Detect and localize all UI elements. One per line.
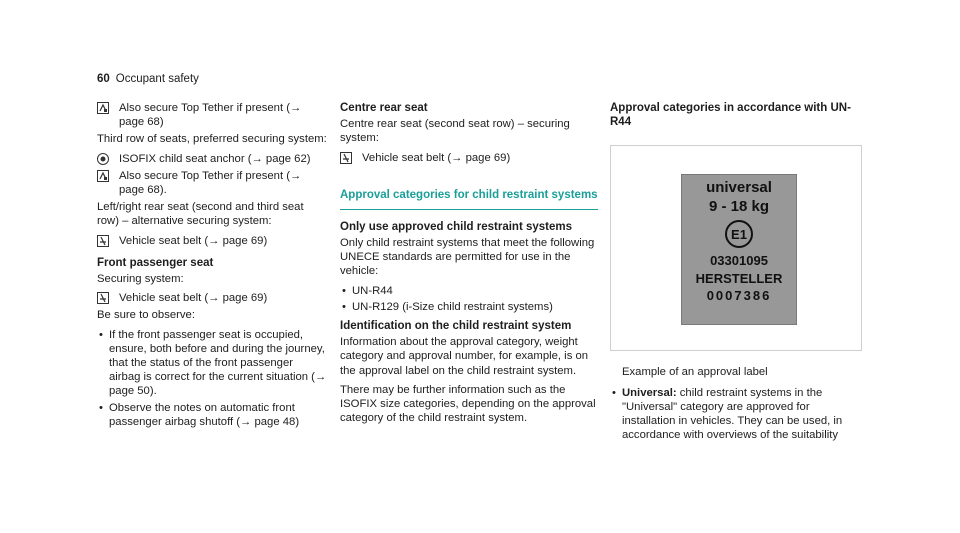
section-title: Occupant safety: [115, 73, 199, 85]
label-number: 03301095: [710, 252, 768, 268]
page-number: 60: [97, 73, 110, 85]
identification-heading: Identification on the child restraint system: [340, 320, 572, 333]
isofix-note: ISOFIX child seat anchor (→ page 62): [97, 152, 327, 166]
top-tether-note-2: Also secure Top Tether if present (→ page 68).: [97, 169, 327, 197]
category-list: [610, 386, 866, 443]
observe-text: Be sure to observe:: [97, 309, 195, 322]
column-middle: [340, 101, 598, 430]
top-tether-icon: [97, 102, 109, 114]
identification-text: Information about the approval category, weight category and approval number, for example, is on the approval label on the child restraint system.: [340, 336, 589, 377]
list-item: • UN-R129 (i-Size child restraint systems): [340, 300, 598, 314]
e-mark-icon: [724, 219, 754, 249]
seat-belt-icon: [340, 152, 352, 164]
list-item: • UN-R44: [340, 284, 598, 298]
list-item: • Observe the notes on automatic front passenger airbag shutoff (→ page 48): [97, 401, 327, 429]
belt-note-2: Vehicle seat belt (→ page 69): [97, 291, 327, 305]
front-seat-heading: Front passenger seat: [97, 256, 214, 269]
standards-list: [340, 284, 598, 314]
section-divider: [340, 209, 598, 210]
isofix-icon: [97, 153, 109, 165]
securing-text: Securing system:: [97, 273, 184, 286]
label-universal: universal: [706, 179, 772, 197]
further-info-text: There may be further information such as the ISOFIX size categories, depending on the approval category of the child restraint system.: [340, 383, 596, 425]
centre-seat-heading: Centre rear seat: [340, 102, 428, 114]
seat-belt-icon: [97, 292, 109, 304]
approval-label: [681, 174, 797, 325]
observe-list: [97, 328, 327, 429]
belt-note-3: Vehicle seat belt (→ page 69): [340, 151, 598, 165]
top-tether-note-1: Also secure Top Tether if present (→ page 68): [97, 101, 327, 129]
page-header: [97, 72, 199, 86]
centre-seat-text: Centre rear seat (second seat row) – securing system:: [340, 118, 570, 145]
list-item: • If the front passenger seat is occupied, ensure, both before and during the journey, that the status of the front passenger airbag is correct for the current situation (→ page 50).: [97, 328, 327, 399]
third-row-text: Third row of seats, preferred securing system:: [97, 133, 327, 146]
svg-text:E1: E1: [731, 226, 747, 242]
approval-section-title: Approval categories for child restraint systems: [340, 188, 598, 201]
approval-label-figure: [610, 145, 862, 351]
list-item: • Universal: child restraint systems in the "Universal" category are approved for installation in vehicles. They can be used, in accordance with overviews of the suitability: [610, 386, 866, 443]
un-r44-heading: Approval categories in accordance with UN-R44: [610, 102, 851, 129]
column-left: [97, 101, 327, 434]
figure-caption: Example of an approval label: [622, 366, 768, 379]
seat-belt-icon: [97, 235, 109, 247]
only-approved-heading: Only use approved child restraint systems: [340, 220, 572, 233]
label-serial: 0007386: [706, 288, 772, 304]
only-approved-text: Only child restraint systems that meet the following UNECE standards are permitted for use in the vehicle:: [340, 237, 595, 278]
top-tether-icon: [97, 170, 109, 182]
label-weight: 9 - 18 kg: [708, 197, 770, 215]
column-right: [610, 101, 866, 447]
left-right-text: Left/right rear seat (second and third seat row) – alternative securing system:: [97, 201, 304, 228]
belt-note-1: Vehicle seat belt (→ page 69): [97, 234, 327, 248]
label-maker: HERSTELLER: [695, 271, 783, 287]
